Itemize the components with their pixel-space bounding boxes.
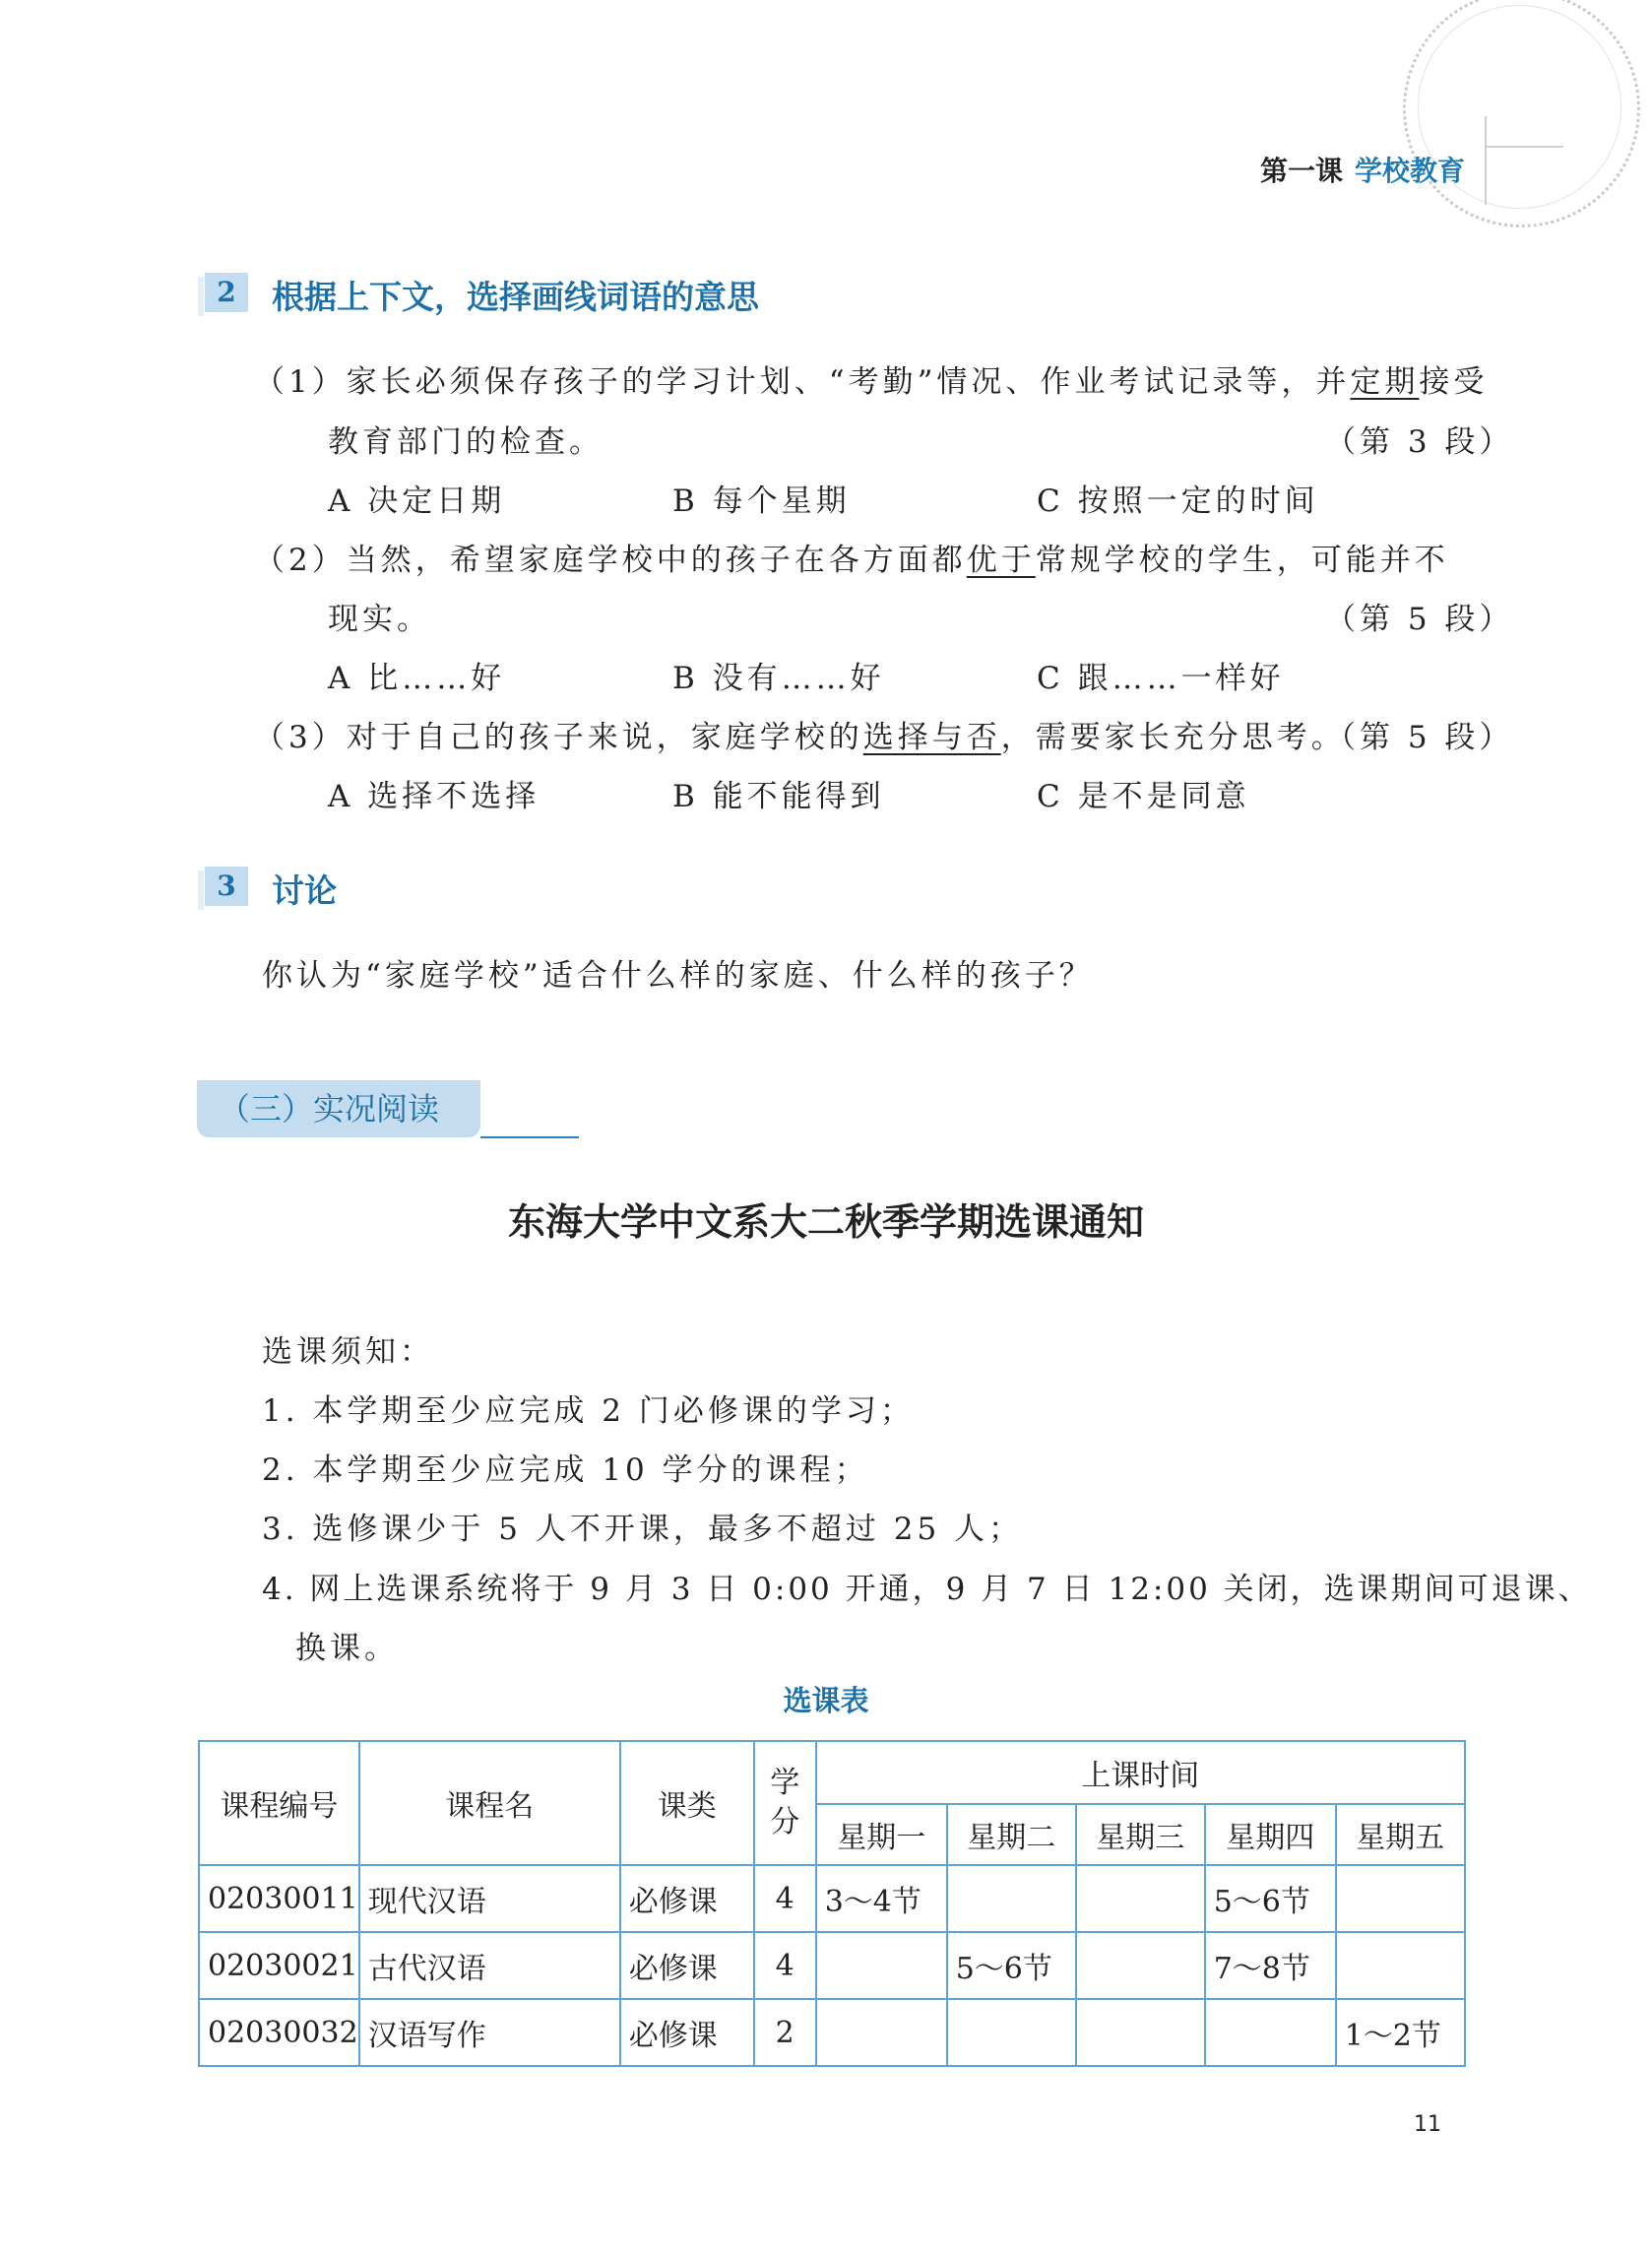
question-2-option-a: A 比……好 xyxy=(328,661,506,696)
notice-rule-3: 3. 选修课少于 5 人不开课，最多不超过 25 人； xyxy=(262,1512,1024,1547)
cell-wednesday xyxy=(1076,1865,1205,1932)
question-1-line-1: （1）家长必须保存孩子的学习计划、“考勤”情况、作业考试记录等，并定期接受 xyxy=(254,364,1489,400)
header-credit: 学分 xyxy=(754,1741,816,1865)
header-course-code: 课程编号 xyxy=(199,1741,359,1865)
question-3-line-1: （3）对于自己的孩子来说，家庭学校的选择与否，需要家长充分思考。 xyxy=(254,720,1346,755)
cell-tuesday: 5～6节 xyxy=(947,1932,1076,1999)
section-3-title: 讨论 xyxy=(272,871,337,910)
notice-rule-2: 2. 本学期至少应完成 10 学分的课程； xyxy=(262,1452,869,1488)
cell-code: 02030011 xyxy=(199,1865,359,1932)
section-2-number: 2 xyxy=(205,273,248,312)
cell-wednesday xyxy=(1076,1999,1205,2066)
cell-monday xyxy=(816,1999,947,2066)
cell-tuesday xyxy=(947,1999,1076,2066)
cell-credit: 4 xyxy=(754,1865,816,1932)
cell-friday xyxy=(1336,1932,1465,1999)
header-topic: 学校教育 xyxy=(1355,155,1466,187)
notice-heading: 选课须知： xyxy=(262,1334,434,1370)
cell-thursday xyxy=(1205,1999,1336,2066)
reading-tab-underline xyxy=(480,1136,579,1138)
cell-name: 汉语写作 xyxy=(359,1999,620,2066)
header-monday: 星期一 xyxy=(816,1804,947,1865)
cell-type: 必修课 xyxy=(620,1865,754,1932)
header-divider-vertical xyxy=(1485,116,1487,205)
question-2-line-1: （2）当然，希望家庭学校中的孩子在各方面都优于常规学校的学生，可能并不 xyxy=(254,543,1449,578)
question-2-target-word: 优于 xyxy=(966,543,1036,578)
course-table xyxy=(198,1740,1466,2067)
header-tuesday: 星期二 xyxy=(947,1804,1076,1865)
header-friday: 星期五 xyxy=(1336,1804,1465,1865)
notice-title: 东海大学中文系大二秋季学期选课通知 xyxy=(507,1200,1144,1244)
header-thursday: 星期四 xyxy=(1205,1804,1336,1865)
cell-credit: 2 xyxy=(754,1999,816,2066)
table-row xyxy=(199,1999,1465,2066)
question-3-option-c: C 是不是同意 xyxy=(1037,779,1250,814)
section-3-number: 3 xyxy=(205,867,248,906)
cell-monday: 3～4节 xyxy=(816,1865,947,1932)
header-class-time: 上课时间 xyxy=(816,1741,1465,1804)
cell-code: 02030021 xyxy=(199,1932,359,1999)
question-3-option-a: A 选择不选择 xyxy=(328,779,540,814)
question-2-option-b: B 没有……好 xyxy=(672,661,885,696)
course-table-title: 选课表 xyxy=(783,1684,869,1717)
header-course-name: 课程名 xyxy=(359,1741,620,1865)
cell-thursday: 5～6节 xyxy=(1205,1865,1336,1932)
question-1-reference: （第 3 段） xyxy=(1325,424,1514,460)
cell-monday xyxy=(816,1932,947,1999)
cell-thursday: 7～8节 xyxy=(1205,1932,1336,1999)
table-row xyxy=(199,1865,1465,1932)
notice-rule-4-continued: 换课。 xyxy=(295,1631,399,1666)
cell-name: 现代汉语 xyxy=(359,1865,620,1932)
question-1-line-2: 教育部门的检查。 xyxy=(328,424,604,460)
section-2-title: 根据上下文，选择画线词语的意思 xyxy=(272,278,759,316)
question-1-target-word: 定期 xyxy=(1350,364,1420,400)
reading-section-tab: （三）实况阅读 xyxy=(197,1080,480,1137)
cell-tuesday xyxy=(947,1865,1076,1932)
header-lesson: 第一课 xyxy=(1260,155,1344,187)
header-wednesday: 星期三 xyxy=(1076,1804,1205,1865)
notice-rule-4: 4. 网上选课系统将于 9 月 3 日 0:00 开通，9 月 7 日 12:00 关闭，选课期间可退课、 xyxy=(262,1572,1592,1607)
question-1-option-a: A 决定日期 xyxy=(328,484,506,519)
question-2-line-2: 现实。 xyxy=(328,602,431,637)
question-1-option-c: C 按照一定的时间 xyxy=(1037,484,1319,519)
discussion-question: 你认为“家庭学校”适合什么样的家庭、什么样的孩子？ xyxy=(262,958,1094,994)
page-number: 11 xyxy=(1414,2112,1441,2137)
question-2-reference: （第 5 段） xyxy=(1325,602,1514,637)
question-1-option-b: B 每个星期 xyxy=(672,484,851,519)
notice-rule-1: 1. 本学期至少应完成 2 门必修课的学习； xyxy=(262,1393,915,1429)
table-row xyxy=(199,1932,1465,1999)
header-divider-horizontal xyxy=(1485,146,1563,148)
question-3-reference: （第 5 段） xyxy=(1325,720,1514,755)
header-course-type: 课类 xyxy=(620,1741,754,1865)
cell-type: 必修课 xyxy=(620,1932,754,1999)
cell-credit: 4 xyxy=(754,1932,816,1999)
question-2-option-c: C 跟……一样好 xyxy=(1037,661,1285,696)
cell-wednesday xyxy=(1076,1932,1205,1999)
cell-friday xyxy=(1336,1865,1465,1932)
cell-code: 02030032 xyxy=(199,1999,359,2066)
cell-name: 古代汉语 xyxy=(359,1932,620,1999)
cell-friday: 1～2节 xyxy=(1336,1999,1465,2066)
cell-type: 必修课 xyxy=(620,1999,754,2066)
question-3-target-word: 选择与否 xyxy=(862,720,1001,755)
question-3-option-b: B 能不能得到 xyxy=(672,779,885,814)
